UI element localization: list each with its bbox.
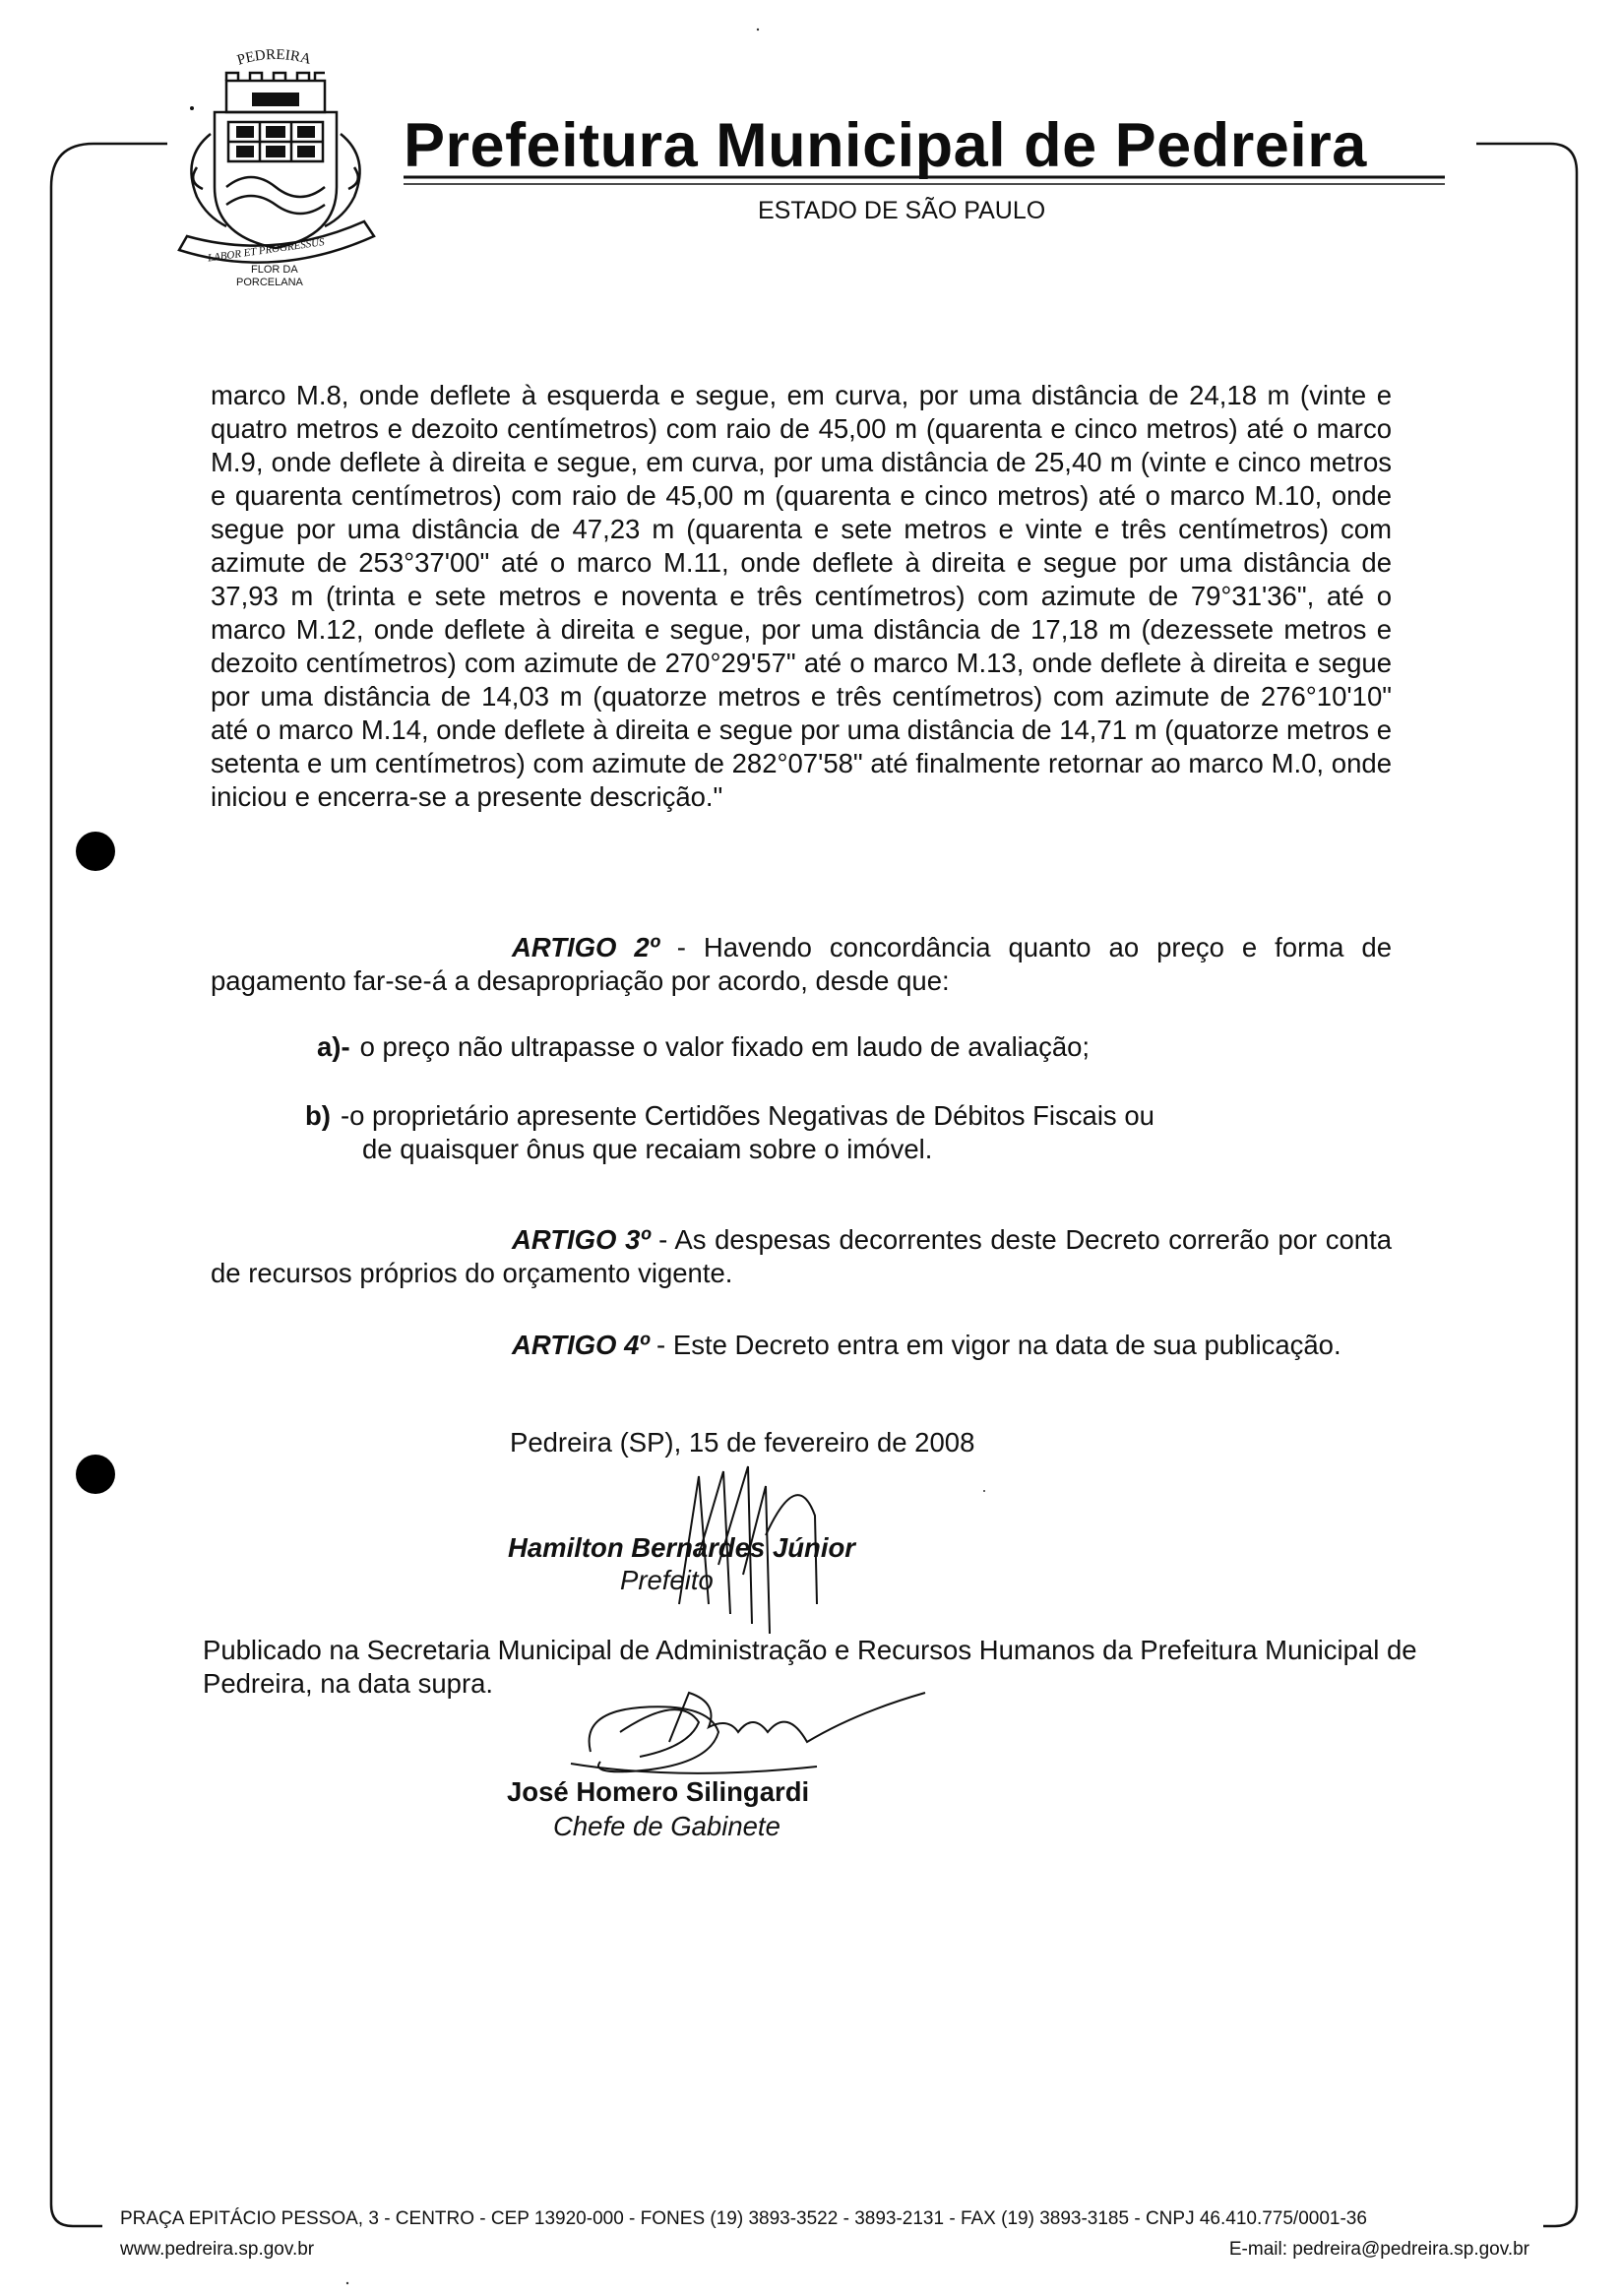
boundary-description-paragraph (211, 379, 1392, 814)
article-2 (211, 931, 1392, 998)
footer-website: www.pedreira.sp.gov.br (120, 2239, 315, 2260)
article-2-item-b-continuation: de quaisquer ônus que recaiam sobre o imóvel. (362, 1134, 933, 1164)
crest-ribbon-text: LABOR ET PROGRESSUS (207, 236, 326, 265)
crest-banner-text: PEDREIRA (235, 46, 313, 69)
article-4-text: - Este Decreto entra em vigor na data de sua publicação. (649, 1330, 1341, 1360)
page-title: Prefeitura Municipal de Pedreira (404, 111, 1367, 180)
article-2-item-b (305, 1100, 1154, 1132)
mayor-name: Hamilton Bernardes Júnior (508, 1532, 855, 1563)
article-3 (211, 1223, 1392, 1290)
state-subtitle: ESTADO DE SÃO PAULO (758, 197, 1046, 224)
punch-hole-top (76, 832, 115, 871)
item-b-label: b) (305, 1100, 331, 1131)
municipal-coat-of-arms (167, 39, 384, 285)
crest-motto-line-2: PORCELANA (236, 277, 303, 285)
punch-hole-bottom (76, 1455, 115, 1494)
place-and-date: Pedreira (SP), 15 de fevereiro de 2008 (510, 1427, 975, 1458)
item-b-text: -o proprietário apresente Certidões Negativas de Débitos Fiscais ou (340, 1100, 1154, 1131)
article-4-heading: ARTIGO 4º (512, 1330, 650, 1360)
chief-of-staff-name: José Homero Silingardi (507, 1776, 810, 1807)
article-3-heading: ARTIGO 3º (512, 1224, 651, 1255)
chief-of-staff-role: Chefe de Gabinete (553, 1811, 780, 1841)
article-3-text: - As despesas decorrentes deste Decreto correrão por conta de recursos próprios do orçamento vigente. (211, 1224, 1392, 1288)
article-2-item-a (317, 1031, 1090, 1063)
footer-email: E-mail: pedreira@pedreira.sp.gov.br (1228, 2239, 1529, 2260)
boundary-description-text: marco M.8, onde deflete à esquerda e segue, em curva, por uma distância de 24,18 m (vinte e quatro metros e dezoito centímetros) com raio de 45,00 m (quarenta e cinco metros) até o marco M.9, onde deflete à direita e segue, em curva, por uma distância de 25,40 m (vinte e cinco metros e quarenta centímetros) com raio de 45,00 m (quarenta e cinco metros) até o marco M.10, onde segue por uma distância de 47,23 m (quarenta e sete metros e vinte e três centímetros) com azimute de 253°37'00" até o marco M.11, onde deflete à direita e segue por uma distância de 37,93 m (trinta e sete metros e noventa e três centímetros) com azimute de 79°31'36", até o marco M.12, onde deflete à direita e segue, por uma distância de 17,18 m (dezessete metros e dezoito centímetros) com azimute de 270°29'57" até o marco M.13, onde deflete à direita e segue por uma distância de 14,03 m (quatorze metros e três centímetros) com azimute de 276°10'10" até o marco M.14, onde deflete à direita e segue por uma distância de 14,71 m (quatorze metros e setenta e um centímetros) com azimute de 282°07'58" até finalmente retornar ao marco M.0, onde iniciou e encerra-se a presente descrição." (211, 380, 1392, 812)
article-2-heading: ARTIGO 2º (512, 932, 659, 962)
crest-motto-line-1: FLOR DA (251, 264, 298, 276)
footer-address: PRAÇA EPITÁCIO PESSOA, 3 - CENTRO - CEP 13920-000 - FONES (19) 3893-3522 - 3893-2131 - FAX (19) 3893-3185 - CNPJ 46.410.775/0001-36 (120, 2208, 1367, 2229)
publication-note: Publicado na Secretaria Municipal de Administração e Recursos Humanos da Prefeitura Municipal de Pedreira, na data supra. (203, 1635, 1417, 1699)
article-4 (211, 1329, 1392, 1362)
article-2-text: - Havendo concordância quanto ao preço e forma de pagamento far-se-á a desapropriação por acordo, desde que: (211, 932, 1393, 996)
item-a-label: a)- (317, 1031, 350, 1062)
mayor-role: Prefeito (620, 1565, 714, 1595)
item-a-text: o preço não ultrapasse o valor fixado em laudo de avaliação; (359, 1031, 1091, 1062)
